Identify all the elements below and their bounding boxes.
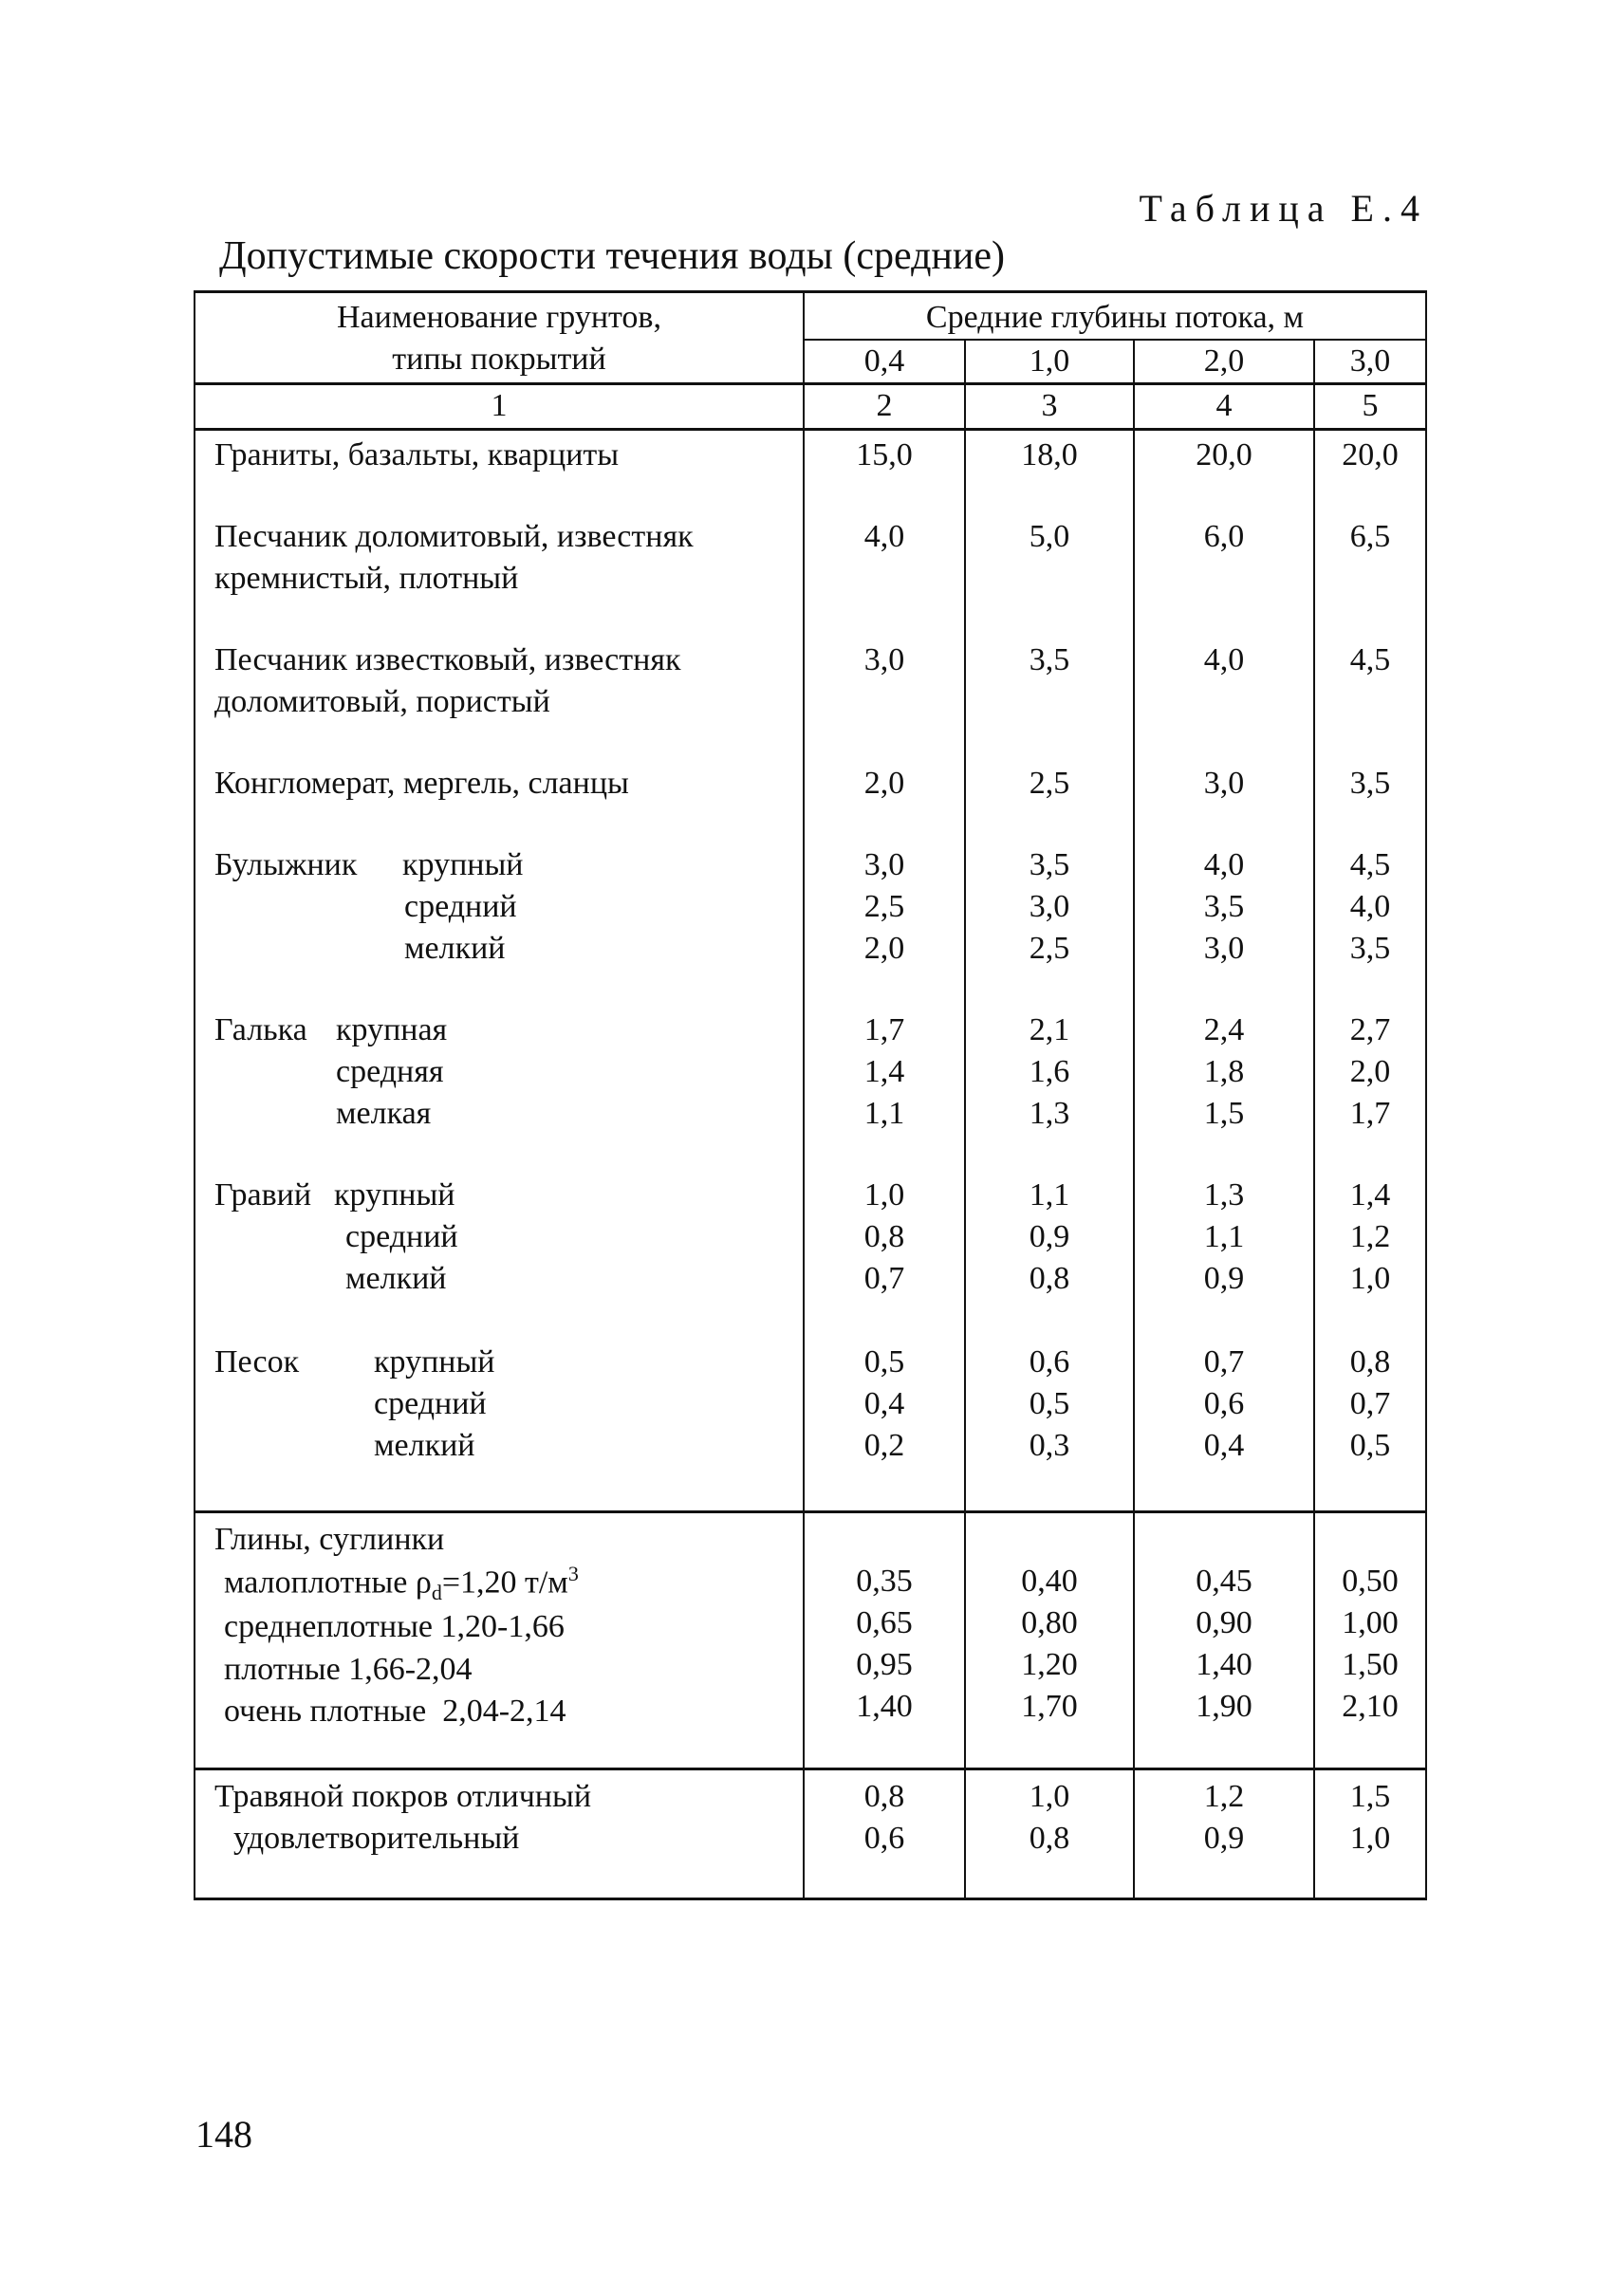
table-row — [195, 639, 1426, 763]
row-name-line: Песчаник известковый, известняк — [214, 641, 681, 677]
col-number-4: 4 — [1134, 384, 1314, 429]
row-value: 4,5 — [1349, 846, 1391, 882]
group-label: Булыжник — [214, 846, 358, 882]
row-value: 0,3 — [1029, 1427, 1070, 1463]
row-name-line: доломитовый, пористый — [214, 683, 550, 719]
row-value: 1,50 — [1342, 1646, 1399, 1682]
row-value: 2,10 — [1342, 1689, 1399, 1725]
row-value: 6,5 — [1314, 516, 1426, 639]
row-value: 1,3 — [1029, 1095, 1070, 1131]
row-value: 18,0 — [965, 429, 1134, 516]
row-value: 2,7 — [1349, 1011, 1391, 1047]
clay-values — [1134, 1511, 1314, 1768]
group-values — [965, 1175, 1134, 1342]
row-value: 2,1 — [1029, 1011, 1070, 1047]
group-item-label: мелкий — [404, 930, 506, 966]
row-value: 3,5 — [1203, 888, 1245, 924]
row-value: 1,1 — [1029, 1176, 1070, 1213]
row-value: 1,1 — [863, 1095, 905, 1131]
table-title: Допустимые скорости течения воды (средние) — [218, 234, 1006, 278]
group-values — [965, 1342, 1134, 1512]
row-value: 20,0 — [1314, 429, 1426, 516]
row-value: 3,0 — [1203, 930, 1245, 966]
row-value: 0,40 — [1021, 1563, 1078, 1599]
row-value: 0,6 — [1029, 1343, 1070, 1379]
table-row-group — [195, 1342, 1426, 1512]
group-name — [195, 1175, 804, 1342]
clay-item-label: среднеплотные 1,20-1,66 — [224, 1609, 565, 1645]
row-value: 0,9 — [1029, 1218, 1070, 1254]
row-value: 2,0 — [863, 930, 905, 966]
group-name — [195, 1009, 804, 1175]
row-value: 1,0 — [1029, 1778, 1070, 1814]
row-value: 0,50 — [1342, 1563, 1399, 1599]
grass-values — [965, 1768, 1134, 1898]
row-value: 3,0 — [863, 846, 905, 882]
row-value: 4,0 — [804, 516, 965, 639]
group-item-label: средняя — [336, 1053, 444, 1089]
row-value: 1,0 — [1349, 1260, 1391, 1296]
row-name — [195, 516, 804, 639]
table-row-group — [195, 1175, 1426, 1342]
group-item-label: мелкий — [345, 1260, 447, 1296]
row-value: 0,9 — [1203, 1820, 1245, 1856]
col-number-1: 1 — [195, 384, 804, 429]
grass-group-name — [195, 1768, 804, 1898]
row-value: 3,5 — [1029, 846, 1070, 882]
row-value: 2,5 — [1029, 930, 1070, 966]
row-value: 1,20 — [1021, 1646, 1078, 1682]
row-value: 2,5 — [965, 763, 1134, 844]
row-value: 3,0 — [1134, 763, 1314, 844]
table-row-group-clay — [195, 1511, 1426, 1768]
row-value: 3,5 — [1349, 930, 1391, 966]
row-value: 0,95 — [856, 1646, 913, 1682]
grass-values — [1314, 1768, 1426, 1898]
group-values — [804, 1342, 965, 1512]
row-value: 0,4 — [863, 1385, 905, 1421]
row-value: 0,90 — [1196, 1604, 1252, 1640]
group-item-label: крупная — [336, 1011, 448, 1047]
clay-group-name — [195, 1511, 804, 1768]
row-value: 0,7 — [1203, 1343, 1245, 1379]
group-label: Галька — [214, 1011, 307, 1047]
row-value: 4,0 — [1134, 639, 1314, 763]
group-first-line — [214, 844, 803, 886]
row-value: 2,0 — [1349, 1053, 1391, 1089]
group-values — [1314, 1175, 1426, 1342]
row-value: 0,8 — [863, 1778, 905, 1814]
row-name: Граниты, базальты, кварциты — [195, 429, 804, 516]
group-values — [1134, 844, 1314, 1009]
row-value: 1,2 — [1349, 1218, 1391, 1254]
group-first-line — [214, 1175, 803, 1216]
row-value: 1,4 — [863, 1053, 905, 1089]
group-values — [965, 844, 1134, 1009]
group-values — [1314, 1009, 1426, 1175]
row-name-line: Песчаник доломитовый, известняк — [214, 518, 694, 554]
group-values — [1314, 844, 1426, 1009]
row-value: 0,9 — [1203, 1260, 1245, 1296]
row-value: 0,4 — [1203, 1427, 1245, 1463]
row-value: 1,3 — [1203, 1176, 1245, 1213]
table-row — [195, 516, 1426, 639]
row-value: 0,8 — [1349, 1343, 1391, 1379]
clay-item-label: плотные 1,66-2,04 — [224, 1651, 473, 1687]
header-depth-3: 2,0 — [1134, 340, 1314, 384]
row-value: 0,7 — [1349, 1385, 1391, 1421]
row-value: 0,8 — [1029, 1260, 1070, 1296]
row-value: 4,0 — [1349, 888, 1391, 924]
group-values — [804, 844, 965, 1009]
row-value: 3,5 — [1314, 763, 1426, 844]
row-value: 1,70 — [1021, 1689, 1078, 1725]
group-first-line — [214, 1342, 803, 1383]
row-name — [195, 639, 804, 763]
row-value: 0,6 — [1203, 1385, 1245, 1421]
row-value: 1,40 — [1196, 1646, 1252, 1682]
row-value: 3,0 — [1029, 888, 1070, 924]
page-number: 148 — [195, 2113, 252, 2156]
table-row — [195, 763, 1426, 844]
row-value: 3,0 — [804, 639, 965, 763]
col-number-5: 5 — [1314, 384, 1426, 429]
group-values — [1134, 1175, 1314, 1342]
header-row-numbers — [195, 384, 1426, 429]
table-row-group — [195, 1009, 1426, 1175]
group-item-label: крупный — [374, 1343, 495, 1379]
table-row-group-grass — [195, 1768, 1426, 1898]
row-value: 1,90 — [1196, 1689, 1252, 1725]
row-value: 6,0 — [1134, 516, 1314, 639]
group-values — [804, 1009, 965, 1175]
row-value: 1,00 — [1342, 1604, 1399, 1640]
clay-values — [804, 1511, 965, 1768]
row-value: 1,8 — [1203, 1053, 1245, 1089]
group-item-label: средний — [404, 888, 517, 924]
group-item-label: крупный — [334, 1176, 455, 1213]
row-value: 1,4 — [1349, 1176, 1391, 1213]
group-item-label: мелкая — [336, 1095, 432, 1131]
row-value: 2,0 — [804, 763, 965, 844]
header-depth-2: 1,0 — [965, 340, 1134, 384]
clay-values — [965, 1511, 1134, 1768]
grass-values — [804, 1768, 965, 1898]
row-value: 0,5 — [863, 1343, 905, 1379]
group-item-label: крупный — [402, 846, 524, 882]
clay-item-label: очень плотные 2,04-2,14 — [224, 1693, 566, 1729]
group-first-line — [214, 1009, 803, 1051]
group-label: Гравий — [214, 1176, 312, 1213]
grass-item-label: Травяной покров отличный — [214, 1778, 592, 1814]
grass-values — [1134, 1768, 1314, 1898]
row-value: 1,5 — [1203, 1095, 1245, 1131]
row-value: 2,4 — [1203, 1011, 1245, 1047]
row-value: 4,5 — [1314, 639, 1426, 763]
row-value: 15,0 — [804, 429, 965, 516]
row-name-line: кремнистый, плотный — [214, 560, 519, 596]
group-name — [195, 844, 804, 1009]
header-name-cell — [195, 292, 804, 384]
row-value: 4,0 — [1203, 846, 1245, 882]
row-value: 1,5 — [1349, 1778, 1391, 1814]
group-values — [804, 1175, 965, 1342]
row-value: 1,2 — [1203, 1778, 1245, 1814]
row-value: 0,8 — [1029, 1820, 1070, 1856]
row-name: Конгломерат, мергель, сланцы — [195, 763, 804, 844]
row-value: 0,6 — [863, 1820, 905, 1856]
col-number-3: 3 — [965, 384, 1134, 429]
row-value: 0,5 — [1029, 1385, 1070, 1421]
row-value: 0,65 — [856, 1604, 913, 1640]
group-item-label: мелкий — [374, 1427, 475, 1463]
table-row — [195, 429, 1426, 516]
header-row-1 — [195, 292, 1426, 341]
row-value: 1,6 — [1029, 1053, 1070, 1089]
header-depth-4: 3,0 — [1314, 340, 1426, 384]
row-value: 0,2 — [863, 1427, 905, 1463]
group-item-label: средний — [345, 1218, 458, 1254]
row-value: 0,5 — [1349, 1427, 1391, 1463]
row-value: 1,1 — [1203, 1218, 1245, 1254]
row-value: 5,0 — [965, 516, 1134, 639]
row-value: 0,80 — [1021, 1604, 1078, 1640]
clay-group-label: Глины, суглинки — [214, 1521, 445, 1557]
row-value: 1,0 — [1349, 1820, 1391, 1856]
row-value: 20,0 — [1134, 429, 1314, 516]
velocity-table — [194, 290, 1427, 1900]
header-depth-1: 0,4 — [804, 340, 965, 384]
group-values — [1314, 1342, 1426, 1512]
clay-values — [1314, 1511, 1426, 1768]
group-name — [195, 1342, 804, 1512]
row-value: 2,5 — [863, 888, 905, 924]
row-value: 0,8 — [863, 1218, 905, 1254]
group-values — [1134, 1009, 1314, 1175]
group-item-label: средний — [374, 1385, 487, 1421]
row-value: 1,7 — [863, 1011, 905, 1047]
group-values — [1134, 1342, 1314, 1512]
row-value: 0,7 — [863, 1260, 905, 1296]
row-value: 0,45 — [1196, 1563, 1252, 1599]
header-name-line-1: Наименование грунтов, — [337, 300, 661, 335]
clay-item-label: малоплотные $\rho_d=1,20$ $т/м^3$ — [224, 1561, 579, 1604]
grass-item-label: удовлетворительный — [233, 1820, 520, 1856]
header-depth-group: Средние глубины потока, м — [804, 292, 1426, 341]
header-name-line-2: типы покрытий — [392, 342, 606, 378]
group-values — [965, 1009, 1134, 1175]
row-value: 1,40 — [856, 1689, 913, 1725]
group-label: Песок — [214, 1343, 300, 1379]
row-value: 0,35 — [856, 1563, 913, 1599]
table-reference: Таблица Е.4 — [1139, 187, 1428, 230]
row-value: 3,5 — [965, 639, 1134, 763]
col-number-2: 2 — [804, 384, 965, 429]
row-value: 1,0 — [863, 1176, 905, 1213]
row-value: 1,7 — [1349, 1095, 1391, 1131]
table-row-group — [195, 844, 1426, 1009]
